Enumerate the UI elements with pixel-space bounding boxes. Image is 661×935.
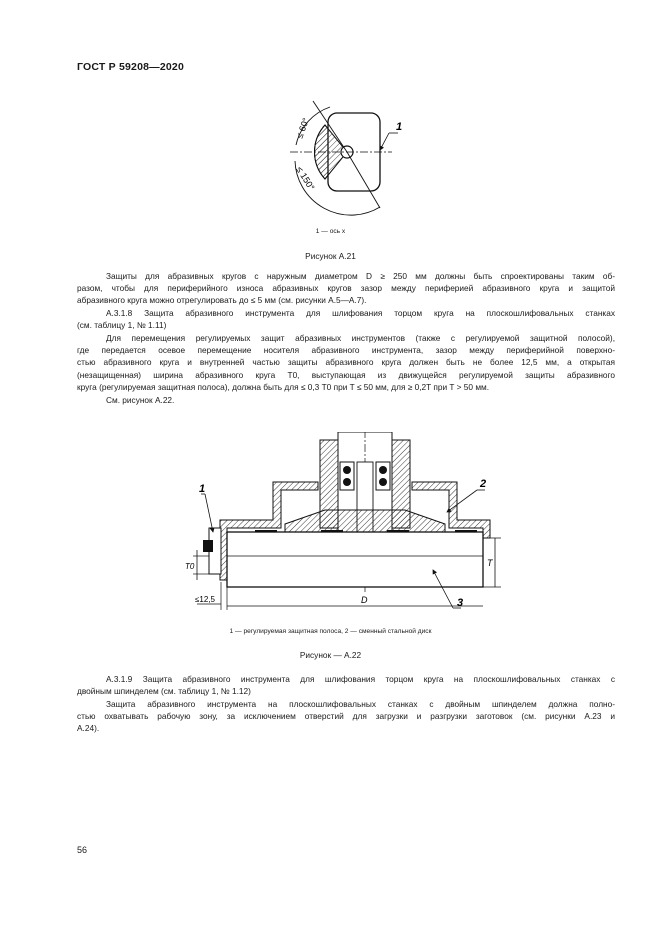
text-line: (незащищенная) ширина абразивного круга T0, выступающая из движущейся регулируемой защиты абразивного (77, 369, 615, 380)
paragraph-2 (77, 307, 615, 331)
text-line: Защиты для абразивных кругов с наружным диаметром D ≥ 250 мм должны быть спроектированы таким об- (106, 271, 615, 281)
figure-a21-drawing (280, 95, 410, 220)
text-line: стью охватывать рабочую зону, за исключением отверстий для загрузки и разгрузки заготовок (см. рисунки А.23 и (77, 711, 615, 722)
callout-3: 3 (457, 597, 464, 609)
paragraph-5 (77, 673, 615, 697)
angle-label-150: ≤ 150° (294, 164, 317, 193)
dim-gap-label: ≤12,5 (195, 595, 215, 604)
text-line: Для перемещения регулируемых защит абразивных инструментов (также с регулируемой защитной полосой), (106, 333, 615, 343)
figure-a22-caption: Рисунок — А.22 (299, 650, 362, 660)
text-line: двойным шпинделем (см. таблицу 1, № 1.12) (77, 686, 251, 697)
text-line: А.3.1.9 Защита абразивного инструмента для шлифования торцом круга на плоскошлифовальных станках с (106, 674, 615, 684)
dim-d-label: D (361, 595, 368, 605)
paragraph-1 (77, 270, 615, 307)
page-number: 56 (77, 845, 88, 855)
text-line: Защита абразивного инструмента на плоскошлифовальных станках с двойным шпинделем должна полно- (106, 699, 615, 709)
dim-t-label: T (487, 558, 493, 568)
callout-1: 1 (199, 483, 206, 495)
figure-a22-legend: 1 — регулируемая защитная полоса, 2 — сменный стальной диск (229, 628, 432, 635)
text-line: где передается осевое перемещение носителя абразивного инструмента, зазор между периферийной поверхно- (77, 345, 615, 356)
text-line: стью абразивного круга и внутренней частью защиты абразивного круга должен быть не более 12,5 мм, а открытая (77, 357, 615, 368)
text-line: См. рисунок А.22. (106, 395, 175, 405)
angle-label-60: ≤ 60° (294, 116, 312, 140)
text-line: А.3.1.8 Защита абразивного инструмента для шлифования торцом круга на плоскошлифовальных станках (106, 308, 615, 318)
text-line: разом, чтобы для периферийного износа абразивных кругов зазор между периферией абразивного круга и защитой (77, 283, 615, 294)
text-line: (см. таблицу 1, № 1.11) (77, 320, 167, 331)
dim-t0-label: T0 (185, 562, 195, 571)
callout-1: 1 (396, 121, 403, 133)
document-header: ГОСТ Р 59208—2020 (77, 61, 185, 73)
steel-disc (285, 510, 445, 532)
text-line: круга (регулируемая защитная полоса), должна быть для ≤ 0,3 T0 при T ≤ 50 мм, для ≥ 0,2T при T > 50 мм. (77, 381, 490, 392)
text-line: абразивного круга можно отрегулировать до ≤ 5 мм (см. рисунки А.5—А.7). (77, 295, 367, 306)
text-line: А.24). (77, 723, 100, 734)
figure-a21-caption: Рисунок А.21 (305, 251, 356, 261)
paragraph-4 (77, 394, 615, 406)
callout-2: 2 (480, 478, 487, 490)
figure-a22-drawing (185, 432, 505, 612)
paragraph-6 (77, 698, 615, 735)
grinding-wheel (227, 532, 483, 587)
figure-a21-legend: 1 — ось x (315, 228, 346, 235)
paragraph-3 (77, 332, 615, 393)
